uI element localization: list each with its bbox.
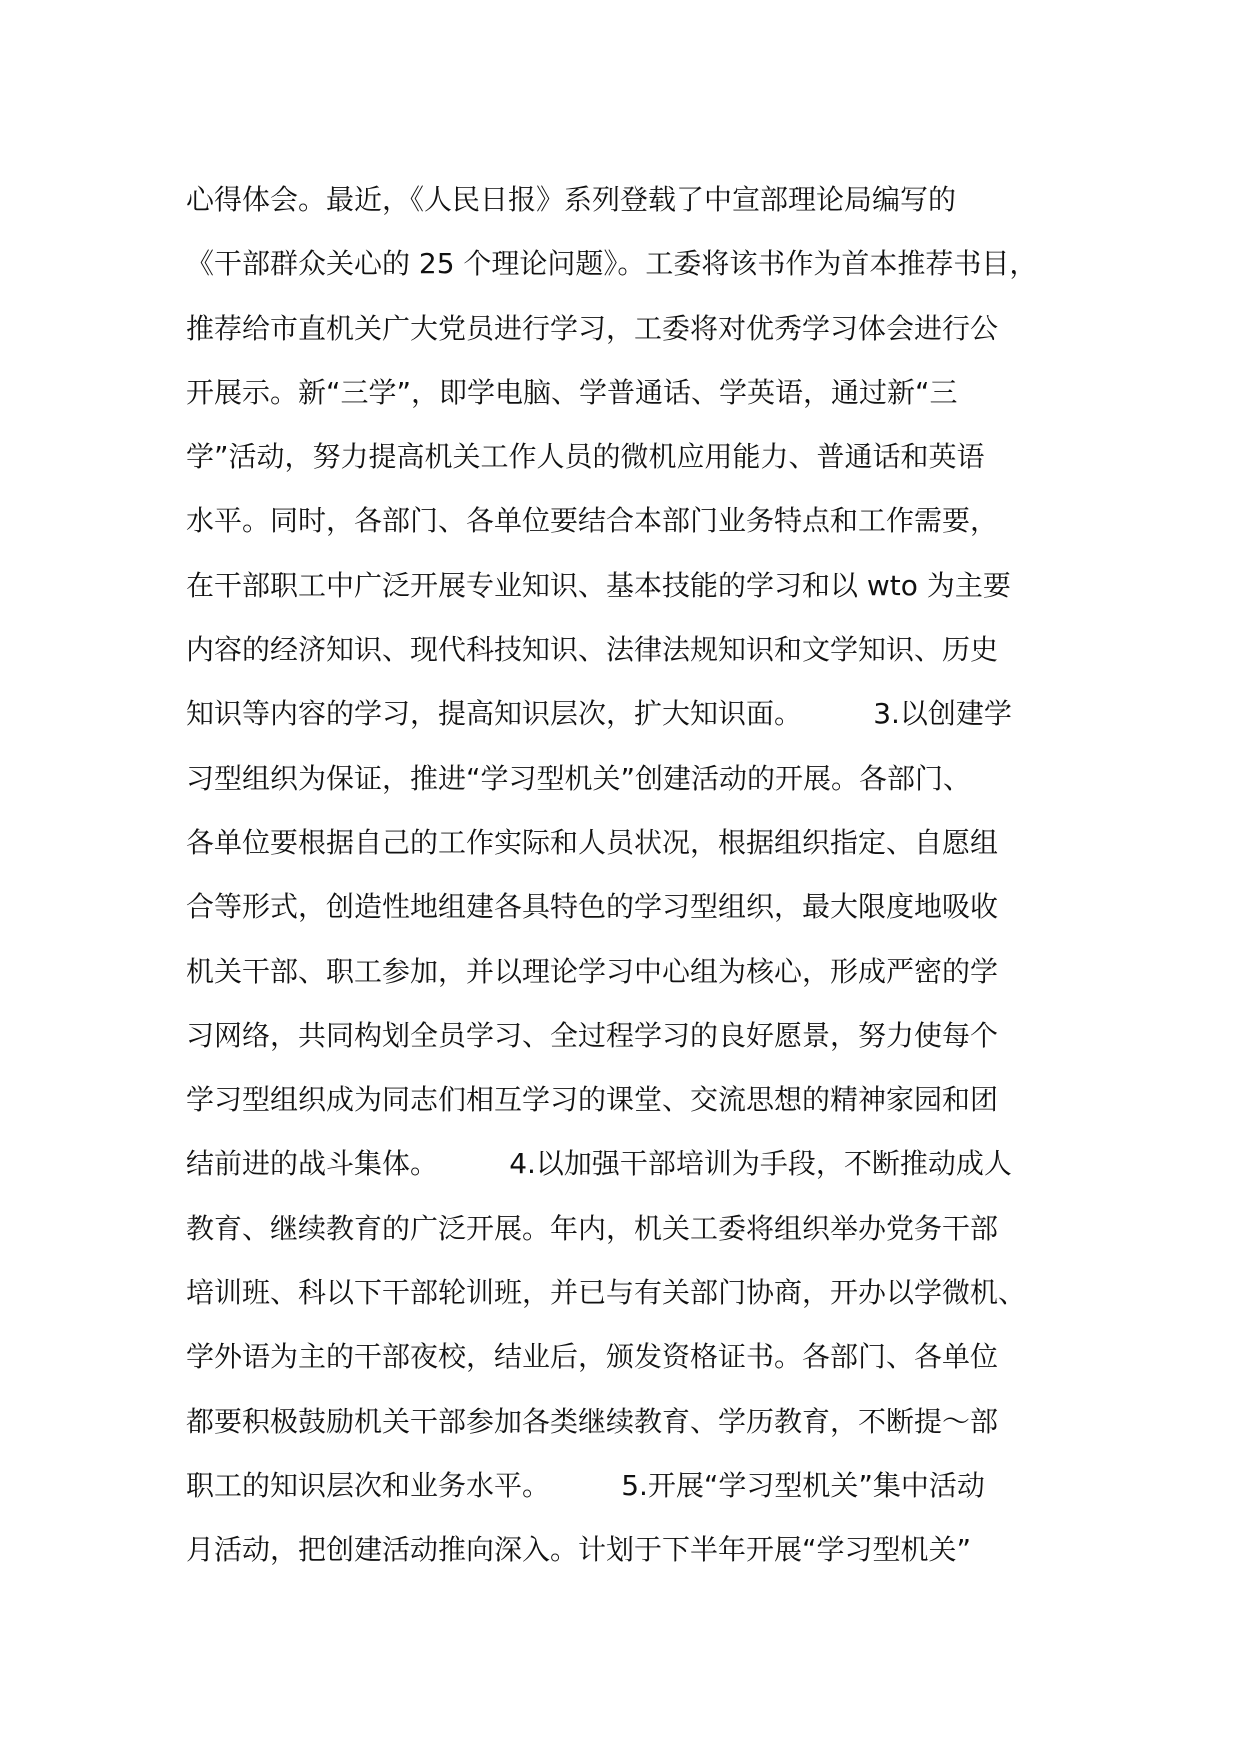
text-line: 推荐给市直机关广大党员进行学习，工委将对优秀学习体会进行公 bbox=[186, 311, 999, 345]
text-line: 各单位要根据自己的工作实际和人员状况，根据组织指定、自愿组 bbox=[186, 825, 999, 859]
text-line: 习网络，共同构划全员学习、全过程学习的良好愿景，努力使每个 bbox=[186, 1018, 999, 1052]
text-line: 培训班、科以下干部轮训班，并已与有关部门协商，开办以学微机、 bbox=[186, 1276, 1027, 1310]
text-line: 开展示。新“三学”，即学电脑、学普通话、学英语，通过新“三 bbox=[186, 375, 958, 409]
text-line: 水平。同时，各部门、各单位要结合本部门业务特点和工作需要， bbox=[186, 504, 999, 538]
text-line: 都要积极鼓励机关干部参加各类继续教育、学历教育，不断提～部 bbox=[186, 1404, 999, 1438]
text-line: 合等形式，创造性地组建各具特色的学习型组织，最大限度地吸收 bbox=[186, 890, 999, 924]
text-line: 在干部职工中广泛开展专业知识、基本技能的学习和以 wto 为主要 bbox=[186, 568, 1011, 602]
text-line: 《干部群众关心的 25 个理论问题》。工委将该书作为首本推荐书目， bbox=[186, 247, 1038, 281]
text-line: 月活动，把创建活动推向深入。计划于下半年开展“学习型机关” bbox=[186, 1533, 972, 1567]
text-line: 机关干部、职工参加，并以理论学习中心组为核心，形成严密的学 bbox=[186, 954, 999, 988]
text-line: 内容的经济知识、现代科技知识、法律法规知识和文学知识、历史 bbox=[186, 633, 999, 667]
text-line: 教育、继续教育的广泛开展。年内，机关工委将组织举办党务干部 bbox=[186, 1211, 999, 1245]
text-line: 职工的知识层次和业务水平。 5.开展“学习型机关”集中活动 bbox=[186, 1468, 985, 1502]
text-line: 知识等内容的学习，提高知识层次，扩大知识面。 3.以创建学 bbox=[186, 697, 1012, 731]
text-line: 结前进的战斗集体。 4.以加强干部培训为手段，不断推动成人 bbox=[186, 1147, 1012, 1181]
text-line: 习型组织为保证，推进“学习型机关”创建活动的开展。各部门、 bbox=[186, 761, 972, 795]
body-text bbox=[186, 168, 1086, 1583]
text-line: 心得体会。最近，《人民日报》系列登载了中宣部理论局编写的 bbox=[186, 183, 957, 216]
text-line: 学习型组织成为同志们相互学习的课堂、交流思想的精神家园和团 bbox=[186, 1083, 999, 1117]
text-line: 学”活动，努力提高机关工作人员的微机应用能力、普通话和英语 bbox=[186, 440, 985, 474]
text-line: 学外语为主的干部夜校，结业后，颁发资格证书。各部门、各单位 bbox=[186, 1340, 999, 1374]
